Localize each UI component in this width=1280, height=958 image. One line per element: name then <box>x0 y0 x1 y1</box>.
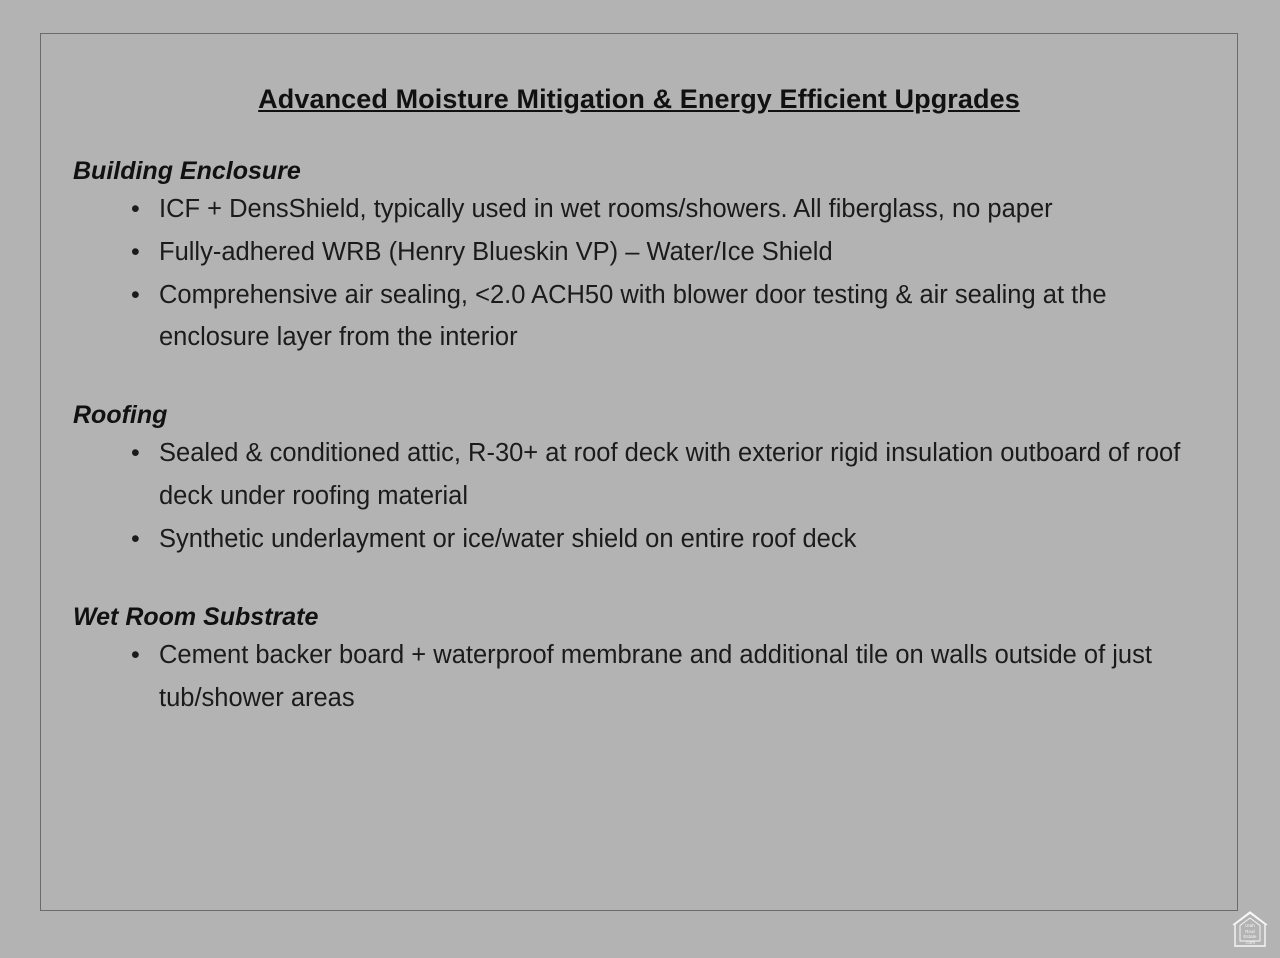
bullet-list <box>71 432 1207 560</box>
list-item: • ICF + DensShield, typically used in wet rooms/showers. All fiberglass, no paper <box>129 188 1207 231</box>
list-item: • Comprehensive air sealing, <2.0 ACH50 with blower door testing & air sealing at the enclosure layer from the interior <box>129 274 1207 360</box>
list-item: • Cement backer board + waterproof membrane and additional tile on walls outside of just tub/shower areas <box>129 634 1207 720</box>
section-building-enclosure <box>71 157 1207 359</box>
section-spacer <box>71 379 1207 401</box>
watermark-line: Real <box>1245 928 1255 934</box>
watermark-line: Estate <box>1243 934 1257 939</box>
slide-content <box>41 157 1237 719</box>
section-heading: Wet Room Substrate <box>73 602 319 631</box>
watermark-logo <box>1232 910 1268 950</box>
slide-frame <box>40 33 1238 911</box>
section-heading: Building Enclosure <box>73 157 301 185</box>
section-heading: Roofing <box>73 401 168 430</box>
list-item: • Synthetic underlayment or ice/water shield on entire roof deck <box>129 518 1207 561</box>
bullet-list <box>71 188 1207 359</box>
watermark-line: Utah <box>1245 923 1255 928</box>
section-wet-room-substrate <box>71 603 1207 720</box>
section-spacer <box>71 581 1207 603</box>
bullet-list <box>71 634 1207 720</box>
page-title: Advanced Moisture Mitigation & Energy Efficient Upgrades <box>258 84 1020 114</box>
list-item: • Sealed & conditioned attic, R-30+ at roof deck with exterior rigid insulation outboard of roof deck under roofing material <box>129 432 1207 518</box>
watermark-line: .com <box>1245 939 1255 945</box>
section-roofing <box>71 401 1207 560</box>
watermark-text <box>1232 923 1268 945</box>
list-item: • Fully-adhered WRB (Henry Blueskin VP) – Water/Ice Shield <box>129 231 1207 274</box>
